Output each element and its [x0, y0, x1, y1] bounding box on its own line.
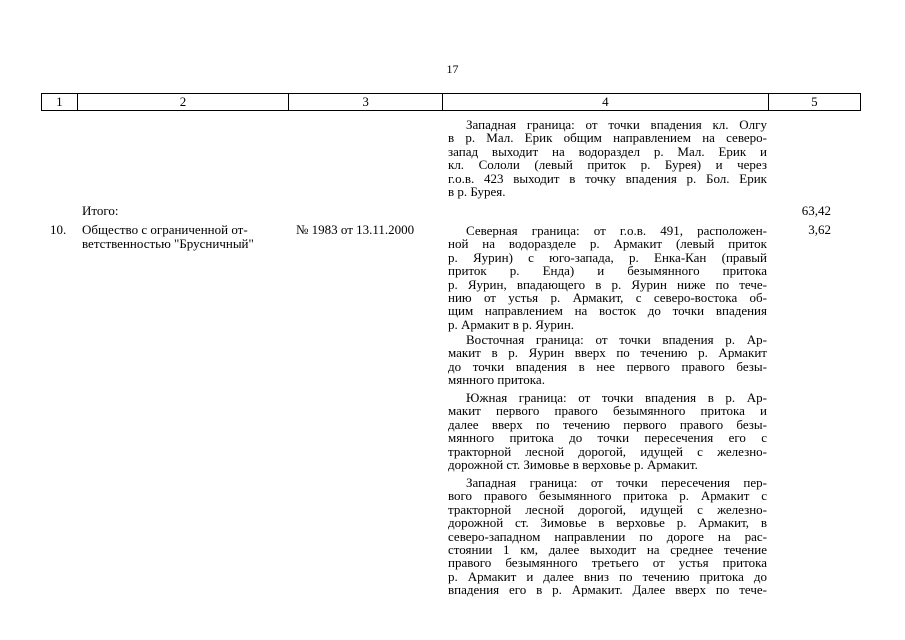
text-line: Западная граница: от точки впадения кл. Олгу: [466, 117, 767, 132]
text-line: дорожной ст. Зимовье в верховье р. Армакит.: [448, 457, 698, 473]
organization-name-line: ветственностью "Брусничный": [82, 235, 254, 251]
text-line: р. Армакит и далее вниз по течению притока до: [448, 568, 767, 584]
text-line: в р. Мал. Ерик общим направлением на северо-: [448, 130, 767, 146]
column-header-3: 3: [289, 94, 443, 111]
text-line: северо-западном направлении по дороге на рас-: [448, 528, 767, 544]
page-number: 17: [446, 62, 459, 76]
text-line: ной на водоразделе р. Армакит (левый приток: [448, 236, 767, 252]
text-line: тракторной лесной дорогой, идущей с железно-: [448, 501, 767, 517]
column-header-1: 1: [42, 94, 78, 111]
north-boundary-paragraph: [448, 224, 767, 331]
west-boundary-paragraph: [448, 476, 767, 597]
text-line: Южная граница: от точки впадения в р. Ар-: [466, 390, 767, 405]
column-header-5: 5: [768, 94, 860, 111]
text-line: р. Армакит в р. Яурин.: [448, 316, 575, 332]
text-line: запад выходит на водораздел р. Мал. Ерик и: [448, 143, 767, 159]
text-line: р. Яурин) с юго-запада, р. Енка-Кан (правый: [448, 249, 767, 265]
license-number: № 1983 от 13.11.2000: [296, 222, 415, 237]
column-header-4: 4: [443, 94, 769, 111]
text-line: р. Яурин, впадающего в р. Яурин ниже по тече-: [448, 276, 767, 292]
organization-name-line: Общество с ограниченной от-: [82, 222, 248, 237]
text-line: дорожной ст. Зимовье в верховье р. Армакит, в: [448, 515, 767, 531]
text-line: кл. Сололи (левый приток р. Бурея) и через: [448, 157, 767, 173]
text-line: тракторной лесной дорогой, идущей с железно-: [448, 443, 767, 459]
text-line: щим направлением на восток до точки впадения: [448, 303, 767, 319]
text-line: мянного притока до точки пересечения его с: [448, 430, 767, 446]
area-value: 3,62: [808, 222, 831, 237]
text-line: мянного притока.: [448, 372, 545, 388]
total-value: 63,42: [801, 203, 831, 218]
east-boundary-paragraph: [448, 333, 767, 387]
text-line: стоянии 1 км, далее выходит на среднее течение: [448, 542, 767, 558]
text-line: в р. Бурея.: [448, 184, 506, 200]
total-label: Итого:: [82, 203, 119, 218]
text-line: впадения его в р. Армакит. Далее вверх по тече-: [448, 582, 767, 598]
text-line: далее вверх по течению первого правого безы-: [448, 416, 767, 432]
south-boundary-paragraph: [448, 391, 767, 471]
text-line: макит в р. Яурин вверх по течению р. Армакит: [448, 345, 767, 361]
text-line: до точки впадения в нее первого правого безы-: [448, 358, 767, 374]
column-header-2: 2: [77, 94, 288, 111]
text-line: Восточная граница: от точки впадения р. Ар-: [466, 332, 767, 347]
text-line: нию от устья р. Армакит, с северо-востока об-: [448, 290, 767, 306]
column-header-row: [41, 93, 861, 111]
text-line: г.о.в. 423 выходит в точку впадения р. Бол. Ерик: [448, 170, 767, 186]
text-line: макит первого правого безымянного притока и: [448, 403, 767, 419]
text-line: Северная граница: от г.о.в. 491, расположен-: [466, 223, 767, 238]
text-line: Западная граница: от точки пересечения пер-: [466, 475, 767, 490]
text-line: приток р. Енда) и безымянного притока: [448, 263, 767, 279]
row-number: 10.: [50, 222, 67, 237]
continued-boundary-paragraph: [448, 118, 767, 198]
organization-name: [82, 223, 287, 250]
text-line: правого безымянного третьего от устья притока: [448, 555, 767, 571]
text-line: вого правого безымянного притока р. Армакит с: [448, 488, 767, 504]
